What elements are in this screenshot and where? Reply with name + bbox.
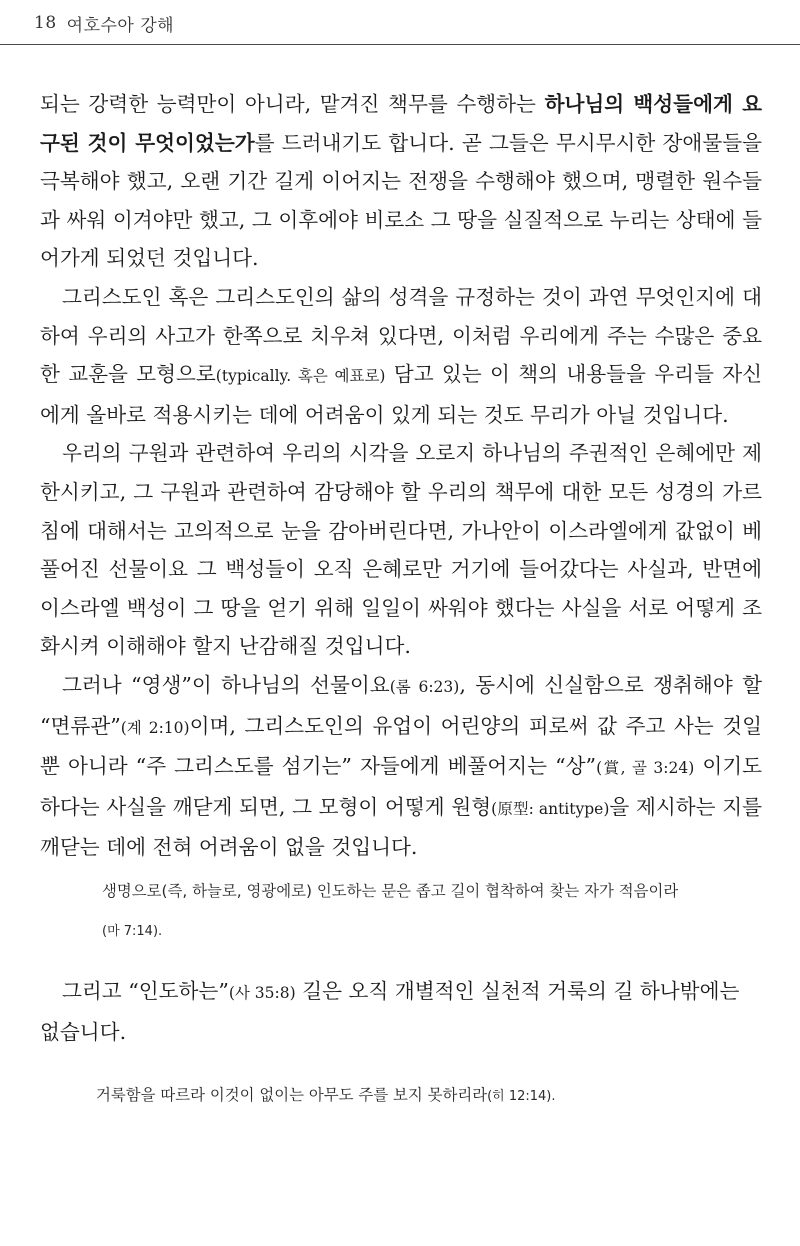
paragraph-4 [40,666,762,867]
book-title: 여호수아 강해 [66,15,175,36]
block-quote-matthew-text: 생명으로(즉, 하늘로, 영광에로) 인도하는 문은 좁고 길이 협착하여 찾는 자가 적음이라 [102,882,679,900]
closing-paragraph-text-a: 그리고 “인도하는” [62,979,229,1003]
paragraph-4-text-d: 이기도 하다는 사실을 깨닫게 되면, 그 모형이 어떻게 원형 [40,754,763,819]
paragraph-1-text-c: 를 드러내기도 합니다. 곧 그들은 무시무시한 장애물들을 극복해야 했고, 오랜 기간 길게 이어지는 전쟁을 수행해야 했으며, 맹렬한 원수들과 싸워 이겨야만 했고, 그 이후에야 비로소 그 땅을 실질적으로 누리는 상태에 들어가게 되었던 것입니다. [40,130,763,271]
page-number: 18 [34,13,57,33]
paragraph-4-text-e: 을 제시하는 지를 깨닫는 데에 전혀 어려움이 없을 것입니다. [40,794,762,860]
paragraph-4-text-a: 그러나 “영생”이 하나님의 선물이요 [62,672,390,697]
antitype-note: (原型: antitype) [491,799,610,818]
paragraph-1-emphasis: 하나님의 백성들에게 요구된 것이 무엇이었는가 [40,92,762,155]
paragraph-4-text-b: , 동시에 신실함으로 쟁취해야 할 “면류관” [40,672,762,738]
scripture-ref-colossians: (賞, 골 3:24) [596,759,695,778]
scripture-ref-romans: (롬 6:23) [389,677,460,696]
paragraph-1 [40,85,762,278]
paragraph-4-text-c: 이며, 그리스도인의 유업이 어린양의 피로써 값 주고 사는 것일 뿐 아니라 “주 그리스도를 섬기는” 자들에게 베풀어지는 “상” [40,713,762,779]
paragraph-3: 우리의 구원과 관련하여 우리의 시각을 오로지 하나님의 주권적인 은혜에만 제한시키고, 그 구원과 관련하여 감당해야 할 우리의 책무에 대한 모든 성경의 가르침에 대해서는 고의적으로 눈을 감아버린다면, 가나안이 이스라엘에게 값없이 베풀어진 선물이요 그 백성들이 오직 은혜로만 거기에 들어갔다는 사실과, 반면에 이스라엘 백성이 그 땅을 얻기 위해 일일이 싸워야 했다는 사실을 서로 어떻게 조화시켜 이해해야 할지 난감해질 것입니다. [40,441,762,659]
paragraph-1-text-a: 되는 강력한 능력만이 아니라, 맡겨진 책무를 수행하는 [40,92,545,116]
main-body-text [40,85,762,867]
paragraph-2-parenthetical: (typically. 혹은 예표로) [215,367,386,386]
block-quote-hebrews-text: 거룩함을 따르라 이것이 없이는 아무도 주를 보지 못하리라 [96,1086,488,1104]
block-quote-matthew-ref: (마 7:14). [102,924,163,939]
block-quote-matthew [102,872,752,951]
closing-paragraph [40,972,762,1051]
closing-paragraph-text-b: 길은 오직 개별적인 실천적 거룩의 길 하나밖에는 없습니다. [40,979,740,1044]
paragraph-2-text-b: 담고 있는 이 책의 내용들을 우리들 자신에게 올바로 적용시키는 데에 어려움이 있게 되는 것도 무리가 아닐 것입니다. [40,362,763,427]
scripture-ref-isaiah: (사 35:8) [228,984,296,1002]
paragraph-2 [40,278,762,434]
block-quote-hebrews-ref: (히 12:14). [487,1089,556,1104]
paragraph-2-text-a: 그리스도인 혹은 그리스도인의 삶의 성격을 규정하는 것이 과연 무엇인지에 대하여 우리의 사고가 한쪽으로 치우쳐 있다면, 이처럼 우리에게 주는 수많은 중요한 교훈을 모형으로 [40,284,762,387]
scripture-ref-revelation: (계 2:10) [120,718,190,737]
running-header [34,8,174,38]
header-divider [0,44,800,45]
block-quote-hebrews [96,1080,746,1112]
